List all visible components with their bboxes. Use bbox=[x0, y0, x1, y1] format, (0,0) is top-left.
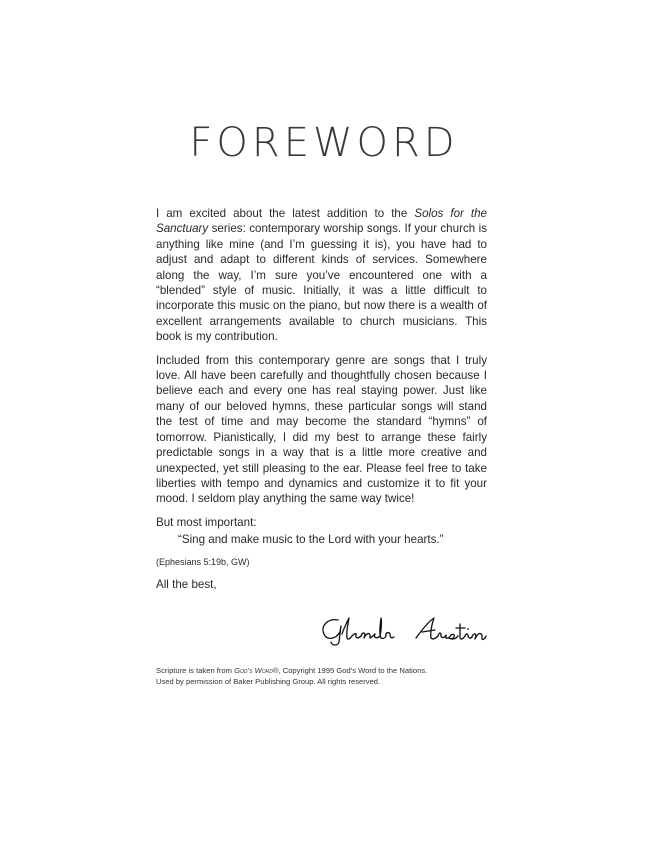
closing-text: All the best, bbox=[156, 577, 217, 591]
intro-text-rest: series: contemporary worship songs. If your church is anything like mine (and I’m guessing it is), you have had to adjust and adapt to different kinds of services. Somewhere along the way, I’m sure you’ve encountered one with a “blended” style of music. Initially, it was a little difficult to incorporate this music on the piano, but now there is a wealth of excellent arrangements available to church musicians. This book is my contribution. bbox=[156, 222, 487, 344]
footnote-line-1 bbox=[156, 665, 496, 676]
intro-text-start: I am excited about the latest addition to the bbox=[156, 207, 415, 220]
lead-in-text: But most important: bbox=[156, 515, 257, 529]
scripture-citation: (Ephesians 5:19b, GW) bbox=[156, 556, 250, 567]
paragraph-intro bbox=[156, 206, 487, 345]
footnote-text-start: Scripture is taken from bbox=[156, 666, 235, 675]
foreword-body bbox=[156, 206, 487, 600]
paragraph-songs: Included from this contemporary genre are songs that I truly love. All have been carefully and thoughtfully chosen because I believe each and every one has real staying power. Just like many of our beloved hymns, these particular songs will stand the test of time and may become the standard “hymns” of tomorrow. Pianistically, I did my best to arrange these fairly predictable songs in a way that is a little more creative and unexpected, yet still pleasing to the ear. Please feel free to take liberties with tempo and dynamics and customize it to fit your mood. I seldom play anything the same way twice! bbox=[156, 353, 487, 506]
page-title: FOREWORD bbox=[189, 120, 459, 166]
footnote-line-2: Used by permission of Baker Publishing Group. All rights reserved. bbox=[156, 677, 381, 686]
series-title: Solos for the Sanctuary bbox=[156, 207, 487, 236]
scripture-source: God’s Word bbox=[234, 666, 273, 675]
signature bbox=[318, 612, 490, 648]
footnote-text-rest: ®, Copyright 1995 God’s Word to the Nations. bbox=[272, 666, 428, 675]
scripture-quote: “Sing and make music to the Lord with your hearts.” bbox=[178, 533, 444, 547]
copyright-footnote bbox=[156, 665, 496, 687]
